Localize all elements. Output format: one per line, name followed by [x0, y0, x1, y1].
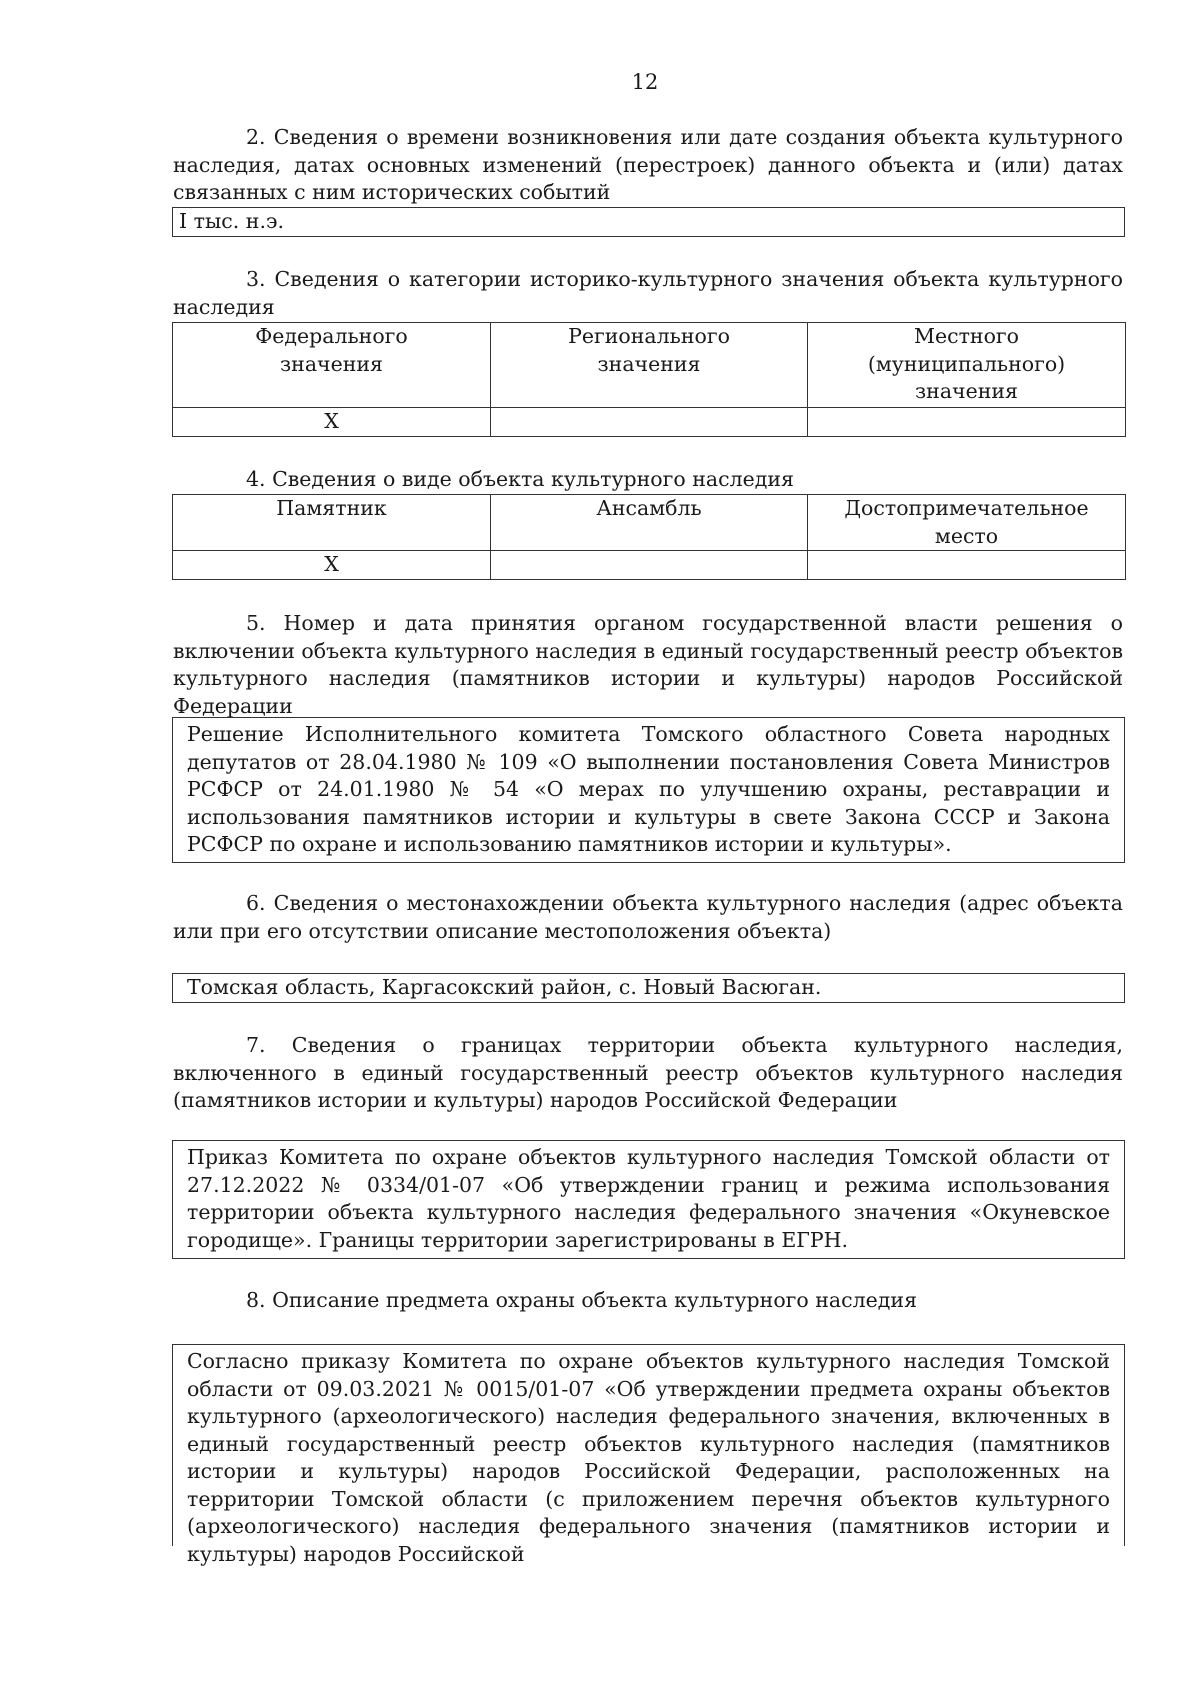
type-header-monument: Памятник: [173, 495, 491, 551]
section-8-box: [172, 1344, 1125, 1566]
section-4-heading: [173, 466, 1123, 494]
section-7-value: Приказ Комитета по охране объектов культурного наследия Томской области от 27.12.2022 № 0334/01-07 «Об утверждении границ и режима использования территории объекта культурного наследия федерального значения «Окуневское городище». Границы территории зарегистрированы в ЕГРН.: [187, 1145, 1110, 1252]
category-mark-regional: [491, 408, 808, 437]
section-3-text: 3. Сведения о категории историко-культурного значения объекта культурного наследия: [173, 267, 1123, 319]
category-header-federal: Федерального значения: [173, 323, 491, 408]
category-mark-federal: X: [173, 408, 491, 437]
section-2-text: 2. Сведения о времени возникновения или дате создания объекта культурного наследия, датах основных изменений (перестроек) данного объекта и (или) датах связанных с ним исторических событий: [173, 125, 1123, 204]
section-2-box: [172, 207, 1125, 237]
type-mark-landmark: [808, 551, 1126, 580]
page-number: 12: [631, 70, 659, 94]
type-mark-monument: X: [173, 551, 491, 580]
section-2-heading: [173, 124, 1123, 207]
section-4-text: 4. Сведения о виде объекта культурного наследия: [246, 467, 794, 491]
section-6-heading: [173, 890, 1123, 945]
section-8-heading: [173, 1287, 1123, 1315]
category-header-regional: Регионального значения: [491, 323, 808, 408]
category-header-local: Местного (муниципального) значения: [808, 323, 1126, 408]
section-5-box: [172, 717, 1125, 863]
section-5-heading: [173, 610, 1123, 720]
section-8-value: Согласно приказу Комитета по охране объектов культурного наследия Томской области от 09.03.2021 № 0015/01-07 «Об утверждении предмета охраны объектов культурного (археологического) наследия федерального значения, включенных в единый государственный реестр объектов культурного наследия (памятников истории и культуры) народов Российской Федерации, расположенных на территории Томской области (с приложением перечня объектов культурного (археологического) наследия федерального значения (памятников истории и культуры) народов Российской: [187, 1349, 1110, 1566]
type-mark-ensemble: [491, 551, 808, 580]
type-header-ensemble: Ансамбль: [491, 495, 808, 551]
section-7-box: [172, 1140, 1125, 1259]
category-mark-local: [808, 408, 1126, 437]
section-6-box: [172, 973, 1125, 1003]
section-8-text: 8. Описание предмета охраны объекта культурного наследия: [246, 1288, 918, 1312]
section-2-value: I тыс. н.э.: [179, 209, 284, 233]
type-table: [172, 494, 1126, 580]
section-7-text: 7. Сведения о границах территории объекта культурного наследия, включенного в единый государственный реестр объектов культурного наследия (памятников истории и культуры) народов Российской Федерации: [173, 1033, 1123, 1112]
section-6-value: Томская область, Каргасокский район, с. Новый Васюган.: [187, 975, 822, 999]
section-3-heading: [173, 266, 1123, 321]
section-7-heading: [173, 1032, 1123, 1115]
type-header-landmark: Достопримечательное место: [808, 495, 1126, 551]
category-table: [172, 322, 1126, 437]
section-6-text: 6. Сведения о местонахождении объекта культурного наследия (адрес объекта или при его отсутствии описание местоположения объекта): [173, 891, 1123, 943]
section-5-text: 5. Номер и дата принятия органом государственной власти решения о включении объекта культурного наследия в единый государственный реестр объектов культурного наследия (памятников истории и культуры) народов Российской Федерации: [173, 611, 1123, 718]
section-5-value: Решение Исполнительного комитета Томского областного Совета народных депутатов от 28.04.1980 № 109 «О выполнении постановления Совета Министров РСФСР от 24.01.1980 № 54 «О мерах по улучшению охраны, реставрации и использования памятников истории и культуры в свете Закона СССР и Закона РСФСР по охране и использованию памятников истории и культуры».: [187, 722, 1110, 856]
